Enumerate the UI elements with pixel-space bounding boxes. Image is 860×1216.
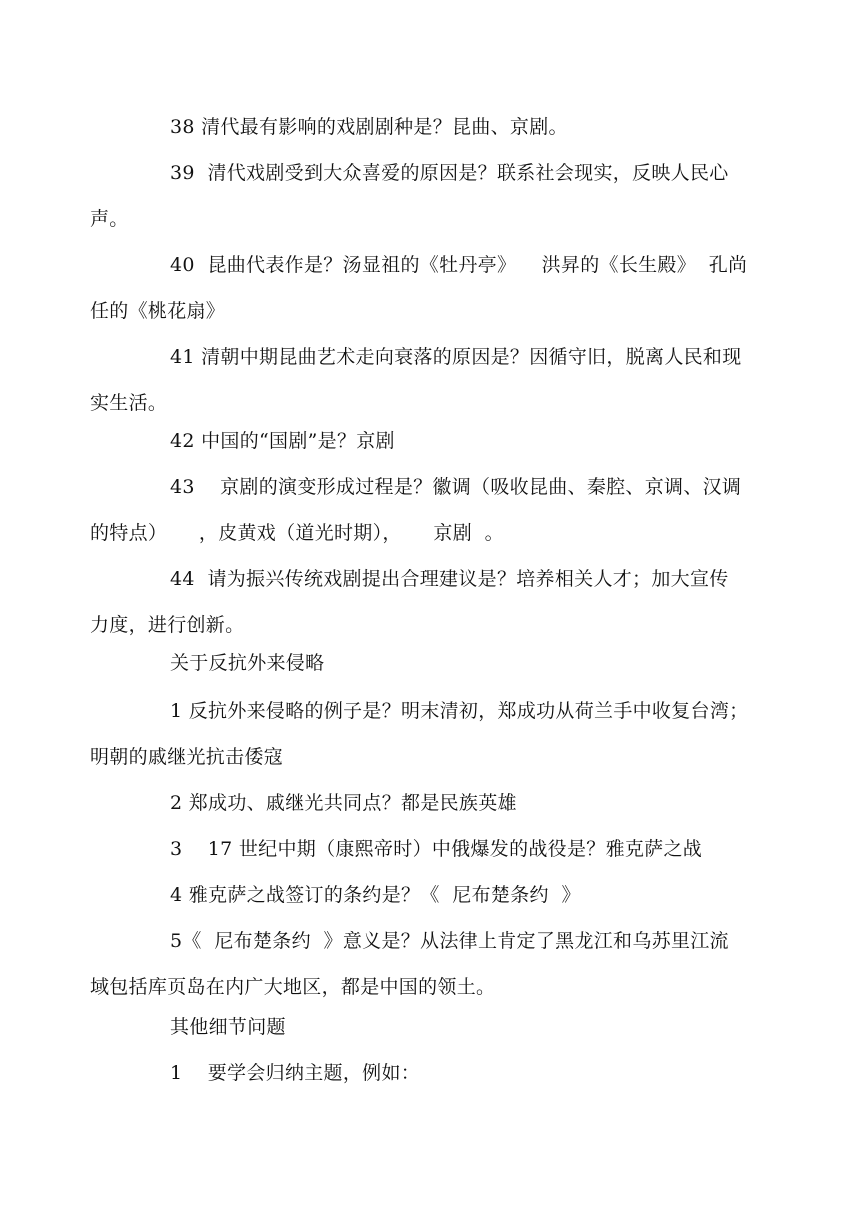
text-line: 的特点） ，皮黄戏（道光时期）， 京剧 。 — [90, 522, 504, 544]
text-line: 38 清代最有影响的戏剧剧种是？昆曲、京剧。 — [170, 116, 568, 138]
paragraph-42 — [130, 418, 730, 464]
paragraph-43 — [90, 464, 742, 556]
paragraph-41 — [90, 334, 742, 426]
text-line: 42 中国的“国剧”是？京剧 — [170, 430, 395, 452]
paragraph-44 — [90, 556, 730, 648]
text-line: 44 请为振兴传统戏剧提出合理建议是？培养相关人才；加大宣传 — [170, 568, 729, 590]
paragraph-resistance-5 — [90, 918, 730, 1010]
text-line: 1 反抗外来侵略的例子是？明末清初，郑成功从荷兰手中收复台湾； — [170, 700, 749, 722]
section-heading-resistance — [130, 640, 730, 686]
text-line: 43 京剧的演变形成过程是？徽调（吸收昆曲、秦腔、京调、汉调 — [170, 476, 742, 498]
paragraph-resistance-2 — [130, 780, 730, 826]
text-line: 任的《桃花扇》 — [90, 300, 226, 322]
text-line: 2 郑成功、戚继光共同点？都是民族英雄 — [170, 792, 517, 814]
text-line: 域包括库页岛在内广大地区，都是中国的领土。 — [90, 976, 496, 998]
text-line: 41 清朝中期昆曲艺术走向衰落的原因是？因循守旧，脱离人民和现 — [170, 346, 742, 368]
paragraph-40 — [90, 242, 748, 334]
text-line: 3 17 世纪中期（康熙帝时）中俄爆发的战役是？雅克萨之战 — [170, 838, 703, 860]
paragraph-38 — [130, 104, 730, 150]
paragraph-details-1 — [130, 1050, 730, 1096]
text-line: 40 昆曲代表作是？汤显祖的《牡丹亭》 洪昇的《长生殿》 孔尚 — [170, 254, 748, 276]
text-line: 力度，进行创新。 — [90, 614, 245, 636]
text-line: 声。 — [90, 208, 129, 230]
section-title: 其他细节问题 — [170, 1016, 286, 1038]
section-heading-details — [130, 1004, 730, 1050]
text-line: 4 雅克萨之战签订的条约是？《 尼布楚条约 》 — [170, 884, 581, 906]
paragraph-resistance-3 — [130, 826, 730, 872]
text-line: 39 清代戏剧受到大众喜爱的原因是？联系社会现实，反映人民心 — [170, 162, 729, 184]
paragraph-39 — [90, 150, 730, 242]
text-line: 明朝的戚继光抗击倭寇 — [90, 746, 284, 768]
paragraph-resistance-4 — [130, 872, 730, 918]
text-line: 1 要学会归纳主题，例如： — [170, 1062, 421, 1084]
text-line: 实生活。 — [90, 392, 168, 414]
text-line: 5《 尼布楚条约 》意义是？从法律上肯定了黑龙江和乌苏里江流 — [170, 930, 729, 952]
paragraph-resistance-1 — [90, 688, 749, 780]
section-title: 关于反抗外来侵略 — [170, 652, 325, 674]
